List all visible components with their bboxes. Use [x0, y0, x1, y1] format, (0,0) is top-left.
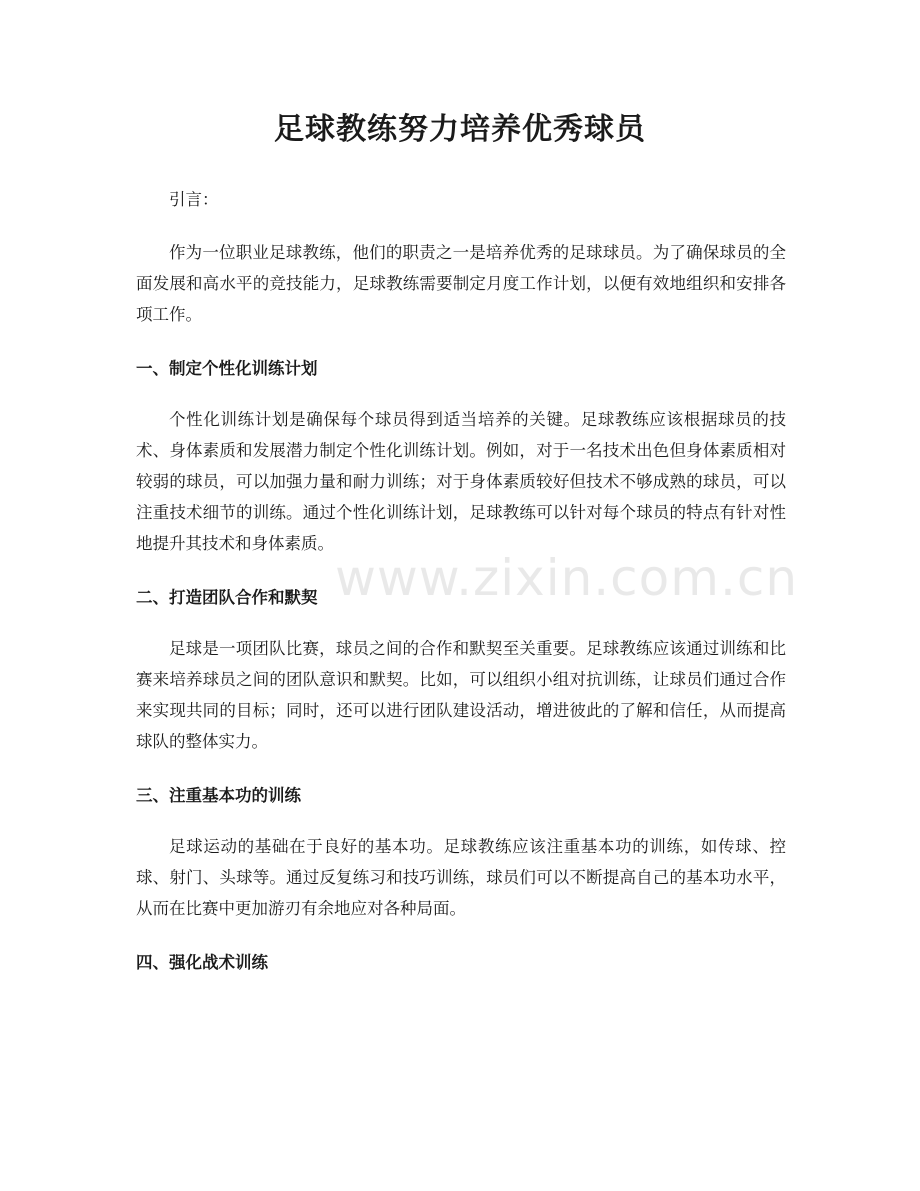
section-heading: 三、注重基本功的训练 — [136, 786, 301, 805]
section-heading: 四、强化战术训练 — [136, 953, 268, 972]
section-tactical-training — [136, 948, 786, 978]
section-heading: 二、打造团队合作和默契 — [136, 588, 318, 607]
document-body — [136, 184, 786, 1002]
section-heading: 一、制定个性化训练计划 — [136, 359, 318, 378]
section-paragraph: 足球是一项团队比赛，球员之间的合作和默契至关重要。足球教练应该通过训练和比赛来培养球员之间的团队意识和默契。比如，可以组织小组对抗训练，让球员们通过合作来实现共同的目标；同时，还可以进行团队建设活动，增进彼此的了解和信任，从而提高球队的整体实力。 — [136, 639, 786, 751]
intro-paragraph: 作为一位职业足球教练，他们的职责之一是培养优秀的足球球员。为了确保球员的全面发展和高水平的竞技能力，足球教练需要制定月度工作计划，以便有效地组织和安排各项工作。 — [136, 243, 786, 324]
document-title: 足球教练努力培养优秀球员 — [274, 112, 646, 147]
section-paragraph: 个性化训练计划是确保每个球员得到适当培养的关键。足球教练应该根据球员的技术、身体素质和发展潜力制定个性化训练计划。例如，对于一名技术出色但身体素质相对较弱的球员，可以加强力量和耐力训练；对于身体素质较好但技术不够成熟的球员，可以注重技术细节的训练。通过个性化训练计划，足球教练可以针对每个球员的特点有针对性地提升其技术和身体素质。 — [136, 410, 786, 553]
section-teamwork — [136, 583, 786, 757]
intro-label: 引言： — [169, 190, 219, 209]
section-personalized-training — [136, 354, 786, 559]
section-basic-skills — [136, 781, 786, 924]
section-paragraph: 足球运动的基础在于良好的基本功。足球教练应该注重基本功的训练，如传球、控球、射门、头球等。通过反复练习和技巧训练，球员们可以不断提高自己的基本功水平，从而在比赛中更加游刃有余地应对各种局面。 — [136, 837, 786, 918]
watermark: www.zixin.com.cn — [335, 549, 799, 607]
